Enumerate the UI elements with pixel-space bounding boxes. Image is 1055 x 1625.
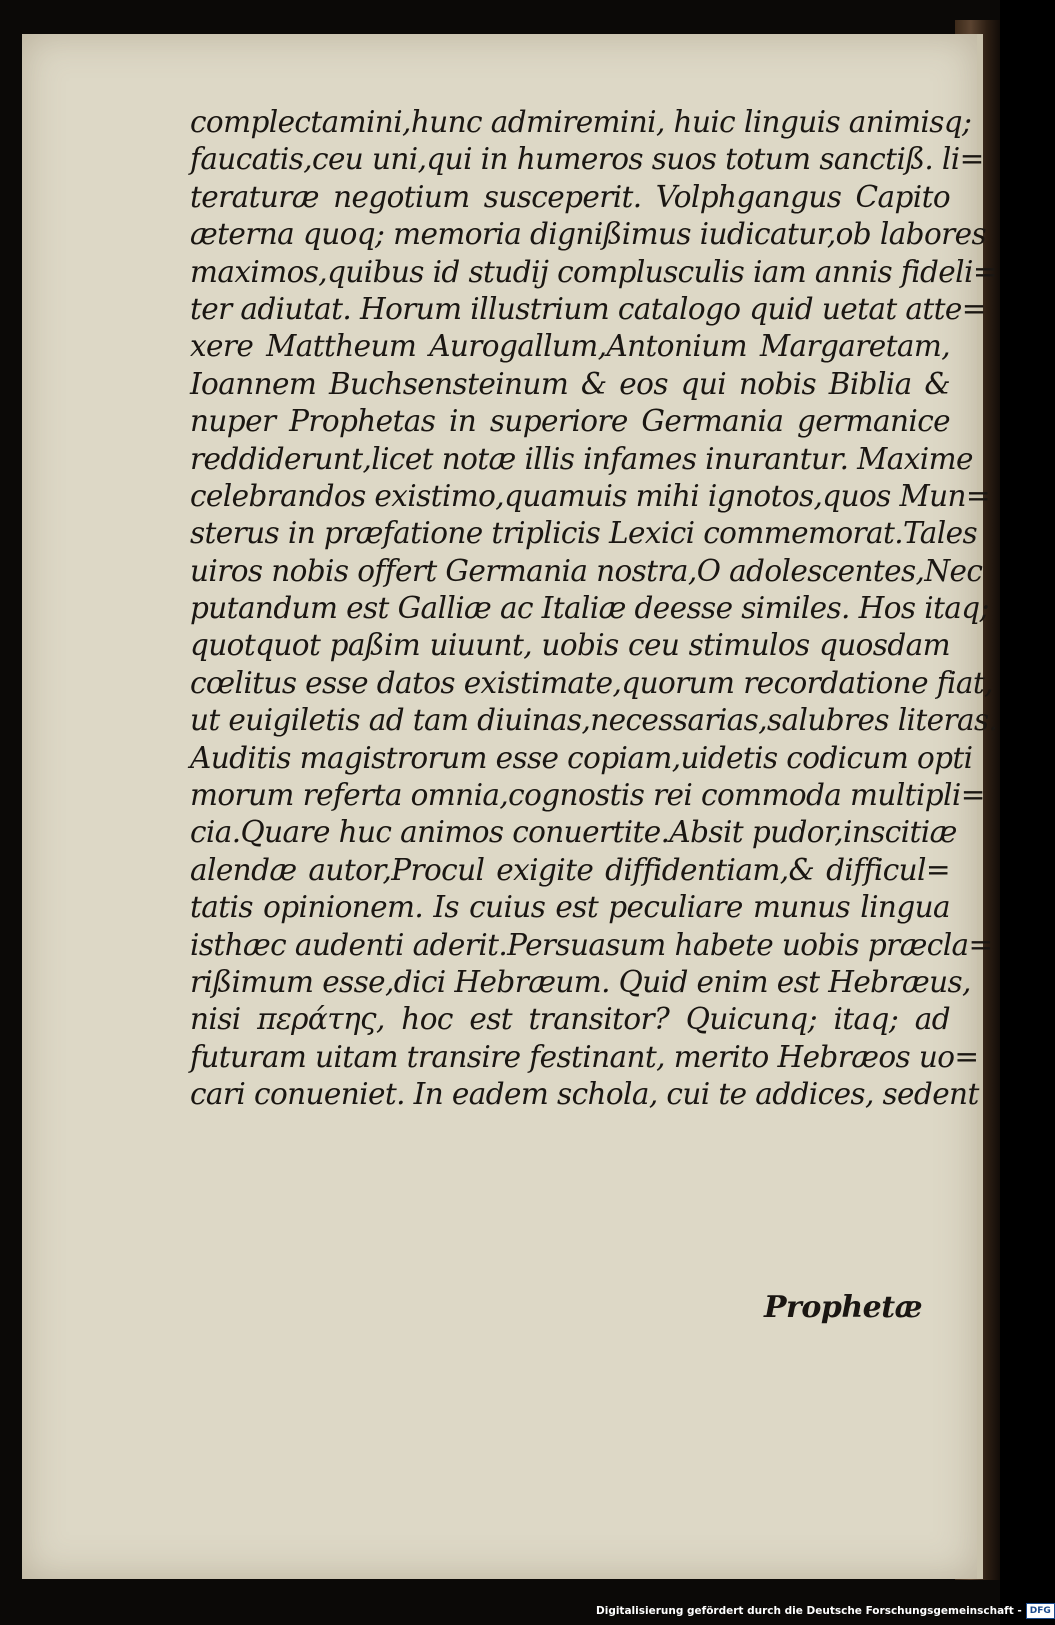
text-line: putandum est Galliæ ac Italiæ deesse similes. Hos itaq;	[190, 591, 989, 626]
catchword: Prophetæ	[764, 1290, 923, 1325]
text-line: maximos,quibus id studij complusculis iam annis fideli=	[190, 254, 997, 289]
text-line: rißimum esse,dici Hebræum. Quid enim est Hebræus,	[190, 964, 971, 999]
text-line: cari conueniet. In eadem schola, cui te addices, sedent	[190, 1077, 979, 1112]
text-line: sterus in præfatione triplicis Lexici commemorat.Tales	[190, 516, 978, 551]
dfg-logo: DFG	[1026, 1603, 1055, 1619]
book-page	[22, 34, 998, 1579]
text-line: cia.Quare huc animos conuertite.Absit pudor,inscitiæ	[190, 815, 957, 850]
body-text	[190, 104, 998, 1114]
text-line: tatis opinionem. Is cuius est peculiare munus lingua	[190, 890, 950, 925]
text-line: faucatis,ceu uni,qui in humeros suos totum sanctiß. li=	[190, 142, 984, 177]
text-line: quotquot paßim uiuunt, uobis ceu stimulos quosdam	[190, 628, 950, 663]
text-line: morum referta omnia,cognostis rei commoda multipli=	[190, 778, 985, 813]
text-line: ter adiutat. Horum illustrium catalogo quid uetat atte=	[190, 291, 986, 326]
text-line: cœlitus esse datos existimate,quorum recordatione fiat,	[190, 665, 993, 700]
text-line: reddiderunt,licet notæ illis infames inurantur. Maxime	[190, 441, 973, 476]
text-line: teraturæ negotium susceperit. Volphgangus Capito	[190, 179, 950, 214]
text-line: alendæ autor,Procul exigite diffidentiam,& difficul=	[190, 852, 950, 887]
text-line: xere Mattheum Aurogallum,Antonium Margaretam,	[190, 329, 950, 364]
text-line: celebrandos existimo,quamuis mihi ignotos,quos Mun=	[190, 478, 990, 513]
text-line: isthæc audenti aderit.Persuasum habete uobis præcla=	[190, 927, 993, 962]
text-line: nuper Prophetas in superiore Germania germanice	[190, 404, 950, 439]
text-line: complectamini,hunc admiremini, huic linguis animisq;	[190, 105, 972, 139]
text-line: nisi περάτης, hoc est transitor? Quicunq; itaq; ad	[190, 1002, 950, 1037]
text-line: futuram uitam transire festinant, merito Hebræos uo=	[190, 1039, 979, 1074]
text-line: Auditis magistrorum esse copiam,uidetis codicum opti	[190, 740, 973, 775]
text-line: uiros nobis offert Germania nostra,O adolescentes,Nec	[190, 553, 983, 588]
text-line: ut euigiletis ad tam diuinas,necessarias,salubres literas.	[190, 703, 998, 738]
text-line: æterna quoq; memoria dignißimus iudicatur,ob labores	[190, 217, 987, 252]
credit-text: Digitalisierung gefördert durch die Deutsche Forschungsgemeinschaft -	[596, 1605, 1022, 1617]
text-line: Ioannem Buchsensteinum & eos qui nobis Biblia &	[190, 366, 950, 401]
digitization-credit	[596, 1602, 1055, 1620]
